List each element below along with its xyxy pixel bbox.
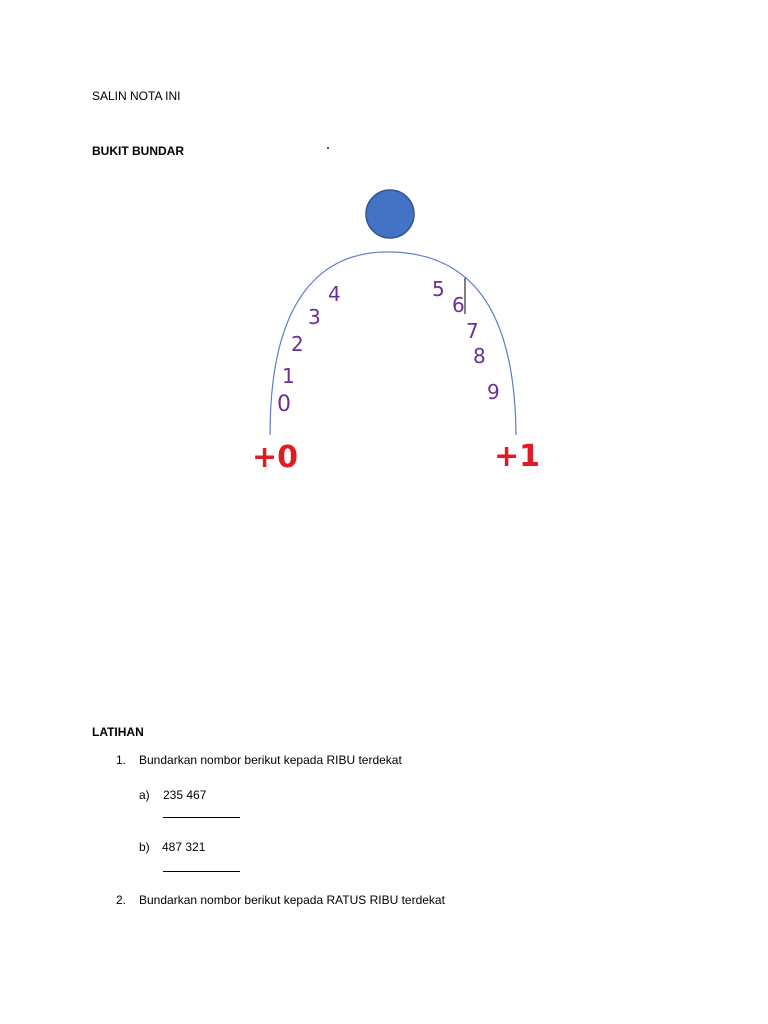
- question-1a-value: 235 467: [163, 788, 207, 802]
- question-1a-label: a): [139, 788, 150, 802]
- circle-marker: [366, 190, 414, 238]
- question-1b-label: b): [139, 840, 150, 854]
- digit-5: 5: [432, 277, 445, 301]
- digit-6: 6: [452, 293, 465, 317]
- question-1b-value: 487 321: [162, 840, 206, 854]
- digit-3: 3: [308, 305, 321, 329]
- digit-1: 1: [282, 364, 295, 388]
- round-hill-diagram: [240, 180, 540, 480]
- question-1-number: 1.: [116, 753, 127, 767]
- section-title: BUKIT BUNDAR: [92, 144, 184, 158]
- digit-4: 4: [328, 282, 341, 306]
- left-marker: +0: [252, 440, 299, 475]
- digit-9: 9: [487, 380, 500, 404]
- note-title: SALIN NOTA INI: [92, 89, 181, 103]
- answer-line-b[interactable]: [163, 871, 240, 872]
- exercise-title: LATIHAN: [92, 725, 144, 739]
- digit-8: 8: [473, 344, 486, 368]
- tiny-dot: [327, 147, 329, 149]
- digit-0: 0: [277, 392, 291, 417]
- question-2-number: 2.: [116, 893, 127, 907]
- digit-7: 7: [466, 319, 479, 343]
- digit-2: 2: [291, 332, 304, 356]
- right-marker: +1: [494, 439, 540, 474]
- question-1-text: Bundarkan nombor berikut kepada RIBU terdekat: [139, 753, 402, 767]
- question-2-text: Bundarkan nombor berikut kepada RATUS RIBU terdekat: [139, 893, 445, 907]
- answer-line-a[interactable]: [163, 817, 240, 818]
